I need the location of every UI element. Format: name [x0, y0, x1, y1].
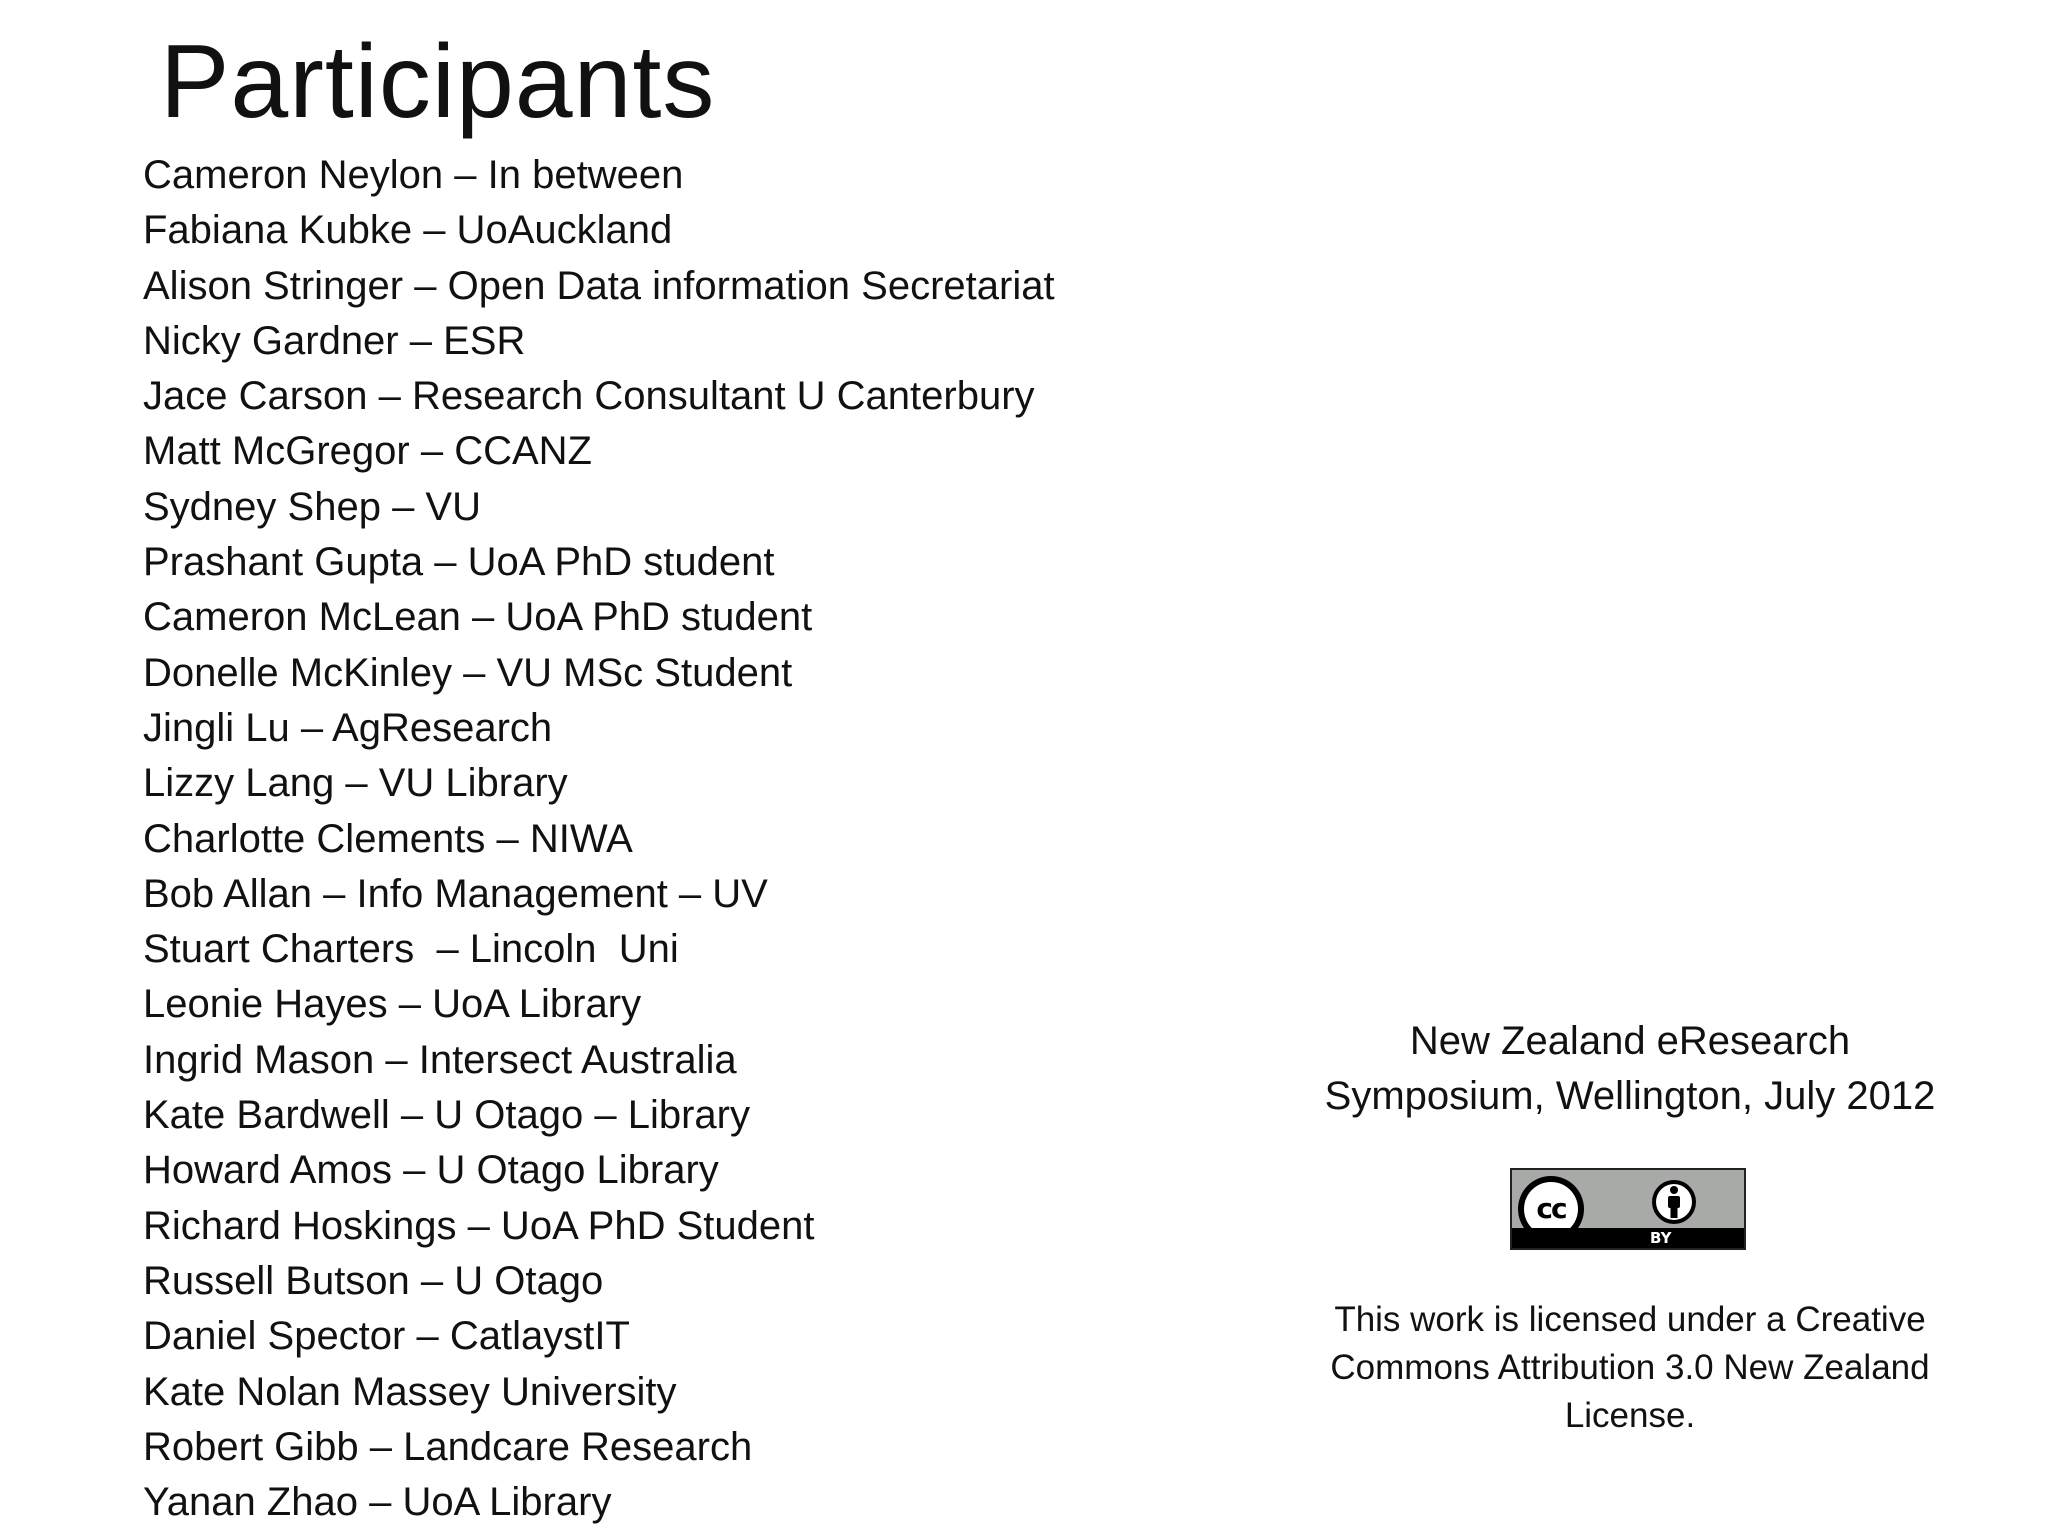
participant-item: Jace Carson – Research Consultant U Canterbury [143, 374, 1035, 419]
participant-item: Howard Amos – U Otago Library [143, 1148, 719, 1193]
participant-item: Cameron Neylon – In between [143, 153, 684, 197]
page-title: Participants [160, 24, 716, 140]
participant-item: Cameron McLean – UoA PhD student [143, 595, 813, 640]
badge-strip [1512, 1228, 1744, 1248]
license-text [1290, 1296, 1970, 1440]
event-caption-line: New Zealand eResearch [1409, 1019, 1851, 1063]
participant-item: Robert Gibb – Landcare Research [143, 1424, 753, 1469]
participant-item: Ingrid Mason – Intersect Australia [143, 1037, 737, 1082]
by-label: BY [1650, 1229, 1672, 1247]
license-line: This work is licensed under a Creative [1334, 1300, 1926, 1339]
attribution-person-icon [1650, 1178, 1698, 1226]
participant-item: Yanan Zhao – UoA Library [143, 1480, 612, 1525]
participant-item: Matt McGregor – CCANZ [143, 429, 592, 474]
participant-item: Lizzy Lang – VU Library [143, 761, 568, 806]
participant-item: Russell Butson – U Otago [143, 1258, 604, 1303]
participant-item: Nicky Gardner – ESR [143, 318, 526, 363]
participant-item: Kate Bardwell – U Otago – Library [143, 1093, 750, 1138]
participant-item: Charlotte Clements – NIWA [143, 816, 633, 861]
participant-list [143, 148, 1055, 1530]
participant-item: Richard Hoskings – UoA PhD Student [143, 1203, 815, 1248]
participant-item: Sydney Shep – VU [143, 484, 481, 529]
creative-commons-by-icon [1510, 1168, 1746, 1250]
participant-item: Leonie Hayes – UoA Library [143, 982, 642, 1027]
participant-item: Donelle McKinley – VU MSc Student [143, 650, 793, 695]
license-line: License. [1564, 1396, 1696, 1435]
participant-item: Prashant Gupta – UoA PhD student [143, 540, 775, 585]
license-line: Commons Attribution 3.0 New Zealand [1330, 1348, 1930, 1387]
event-caption [1270, 1014, 1990, 1124]
participant-item: Fabiana Kubke – UoAuckland [143, 208, 673, 253]
participant-item: Bob Allan – Info Management – UV [143, 871, 768, 916]
participant-item: Kate Nolan Massey University [143, 1369, 677, 1414]
participant-item: Jingli Lu – AgResearch [143, 705, 553, 750]
participant-item: Alison Stringer – Open Data information Secretariat [143, 263, 1055, 308]
event-caption-line: Symposium, Wellington, July 2012 [1324, 1074, 1936, 1118]
participant-item: Stuart Charters – Lincoln Uni [143, 927, 679, 972]
participant-item: Daniel Spector – CatlaystIT [143, 1314, 630, 1359]
cc-label: cc [1524, 1182, 1578, 1236]
